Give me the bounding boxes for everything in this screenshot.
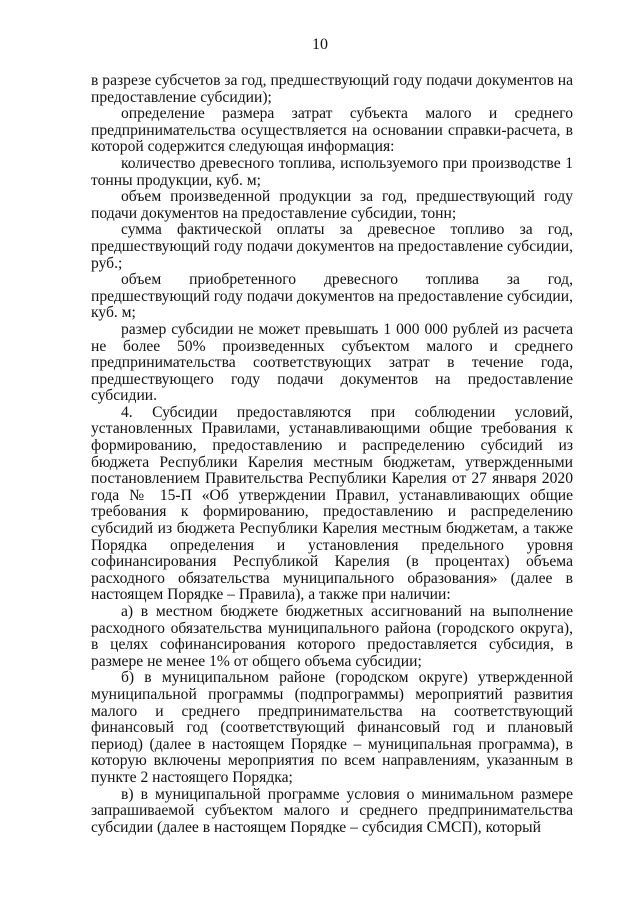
paragraph-item-a: а) в местном бюджете бюджетных ассигнований на выполнение расходного обязательства муниципального района (городского округа), в целях софинансирования которого предоставляется субсидия, в размере не менее 1% от общего объема субсидии;	[91, 603, 573, 670]
paragraph-payment-sum: сумма фактической оплаты за древесное топливо за год, предшествующий году подачи документов на предоставление субсидии, руб.;	[91, 221, 573, 272]
paragraph-item-v: в) в муниципальной программе условия о минимальном размере запрашиваемой субъектом малого и среднего предпринимательства субсидии (далее в настоящем Порядке – субсидия СМСП), который	[91, 785, 573, 836]
paragraph-continuation: в разрезе субсчетов за год, предшествующий году подачи документов на предоставление субсидии);	[91, 72, 573, 106]
page-number: 10	[312, 36, 328, 53]
paragraph-production-volume: объем произведенной продукции за год, предшествующий году подачи документов на предоставление субсидии, тонн;	[91, 188, 573, 222]
paragraph-fuel-quantity: количество древесного топлива, используемого при производстве 1 тонны продукции, куб. м;	[91, 154, 573, 189]
document-body	[91, 73, 573, 836]
paragraph-purchased-fuel: объем приобретенного древесного топлива за год, предшествующий году подачи документов на предоставление субсидии, куб. м;	[91, 271, 573, 322]
paragraph-item-b: б) в муниципальном районе (городском округе) утвержденной муниципальной программы (подпрограммы) мероприятий развития малого и среднего предпринимательства на соответствующий финансовый год (соответствующий финансовый год и плановый период) (далее в настоящем Порядке – муниципальная программа), в которую включены мероприятия по всем направлениям, указанным в пункте 2 настоящего Порядка;	[91, 669, 573, 786]
paragraph-subsidy-limit: размер субсидии не может превышать 1 000 000 рублей из расчета не более 50% произведенных субъектом малого и среднего предпринимательства соответствующих затрат в течение года, предшествующего году подачи документов на предоставление субсидии.	[91, 320, 573, 405]
paragraph-cost-determination: определение размера затрат субъекта малого и среднего предпринимательства осуществляется на основании справки-расчета, в которой содержится следующая информация:	[91, 105, 573, 156]
paragraph-item-4: 4. Субсидии предоставляются при соблюдении условий, установленных Правилами, устанавливающими общие требования к формированию, предоставлению и распределению субсидий из бюджета Республики Карелия местным бюджетам, утвержденными постановлением Правительства Республики Карелия от 27 января 2020 года № 15-П «Об утверждении Правил, устанавливающих общие требования к формированию, предоставлению и распределению субсидий из бюджета Республики Карелия местным бюджетам, а также Порядка определения и установления предельного уровня софинансирования Республикой Карелия (в процентах) объема расходного обязательства муниципального образования» (далее в настоящем Порядке – Правила), а также при наличии:	[91, 403, 573, 604]
